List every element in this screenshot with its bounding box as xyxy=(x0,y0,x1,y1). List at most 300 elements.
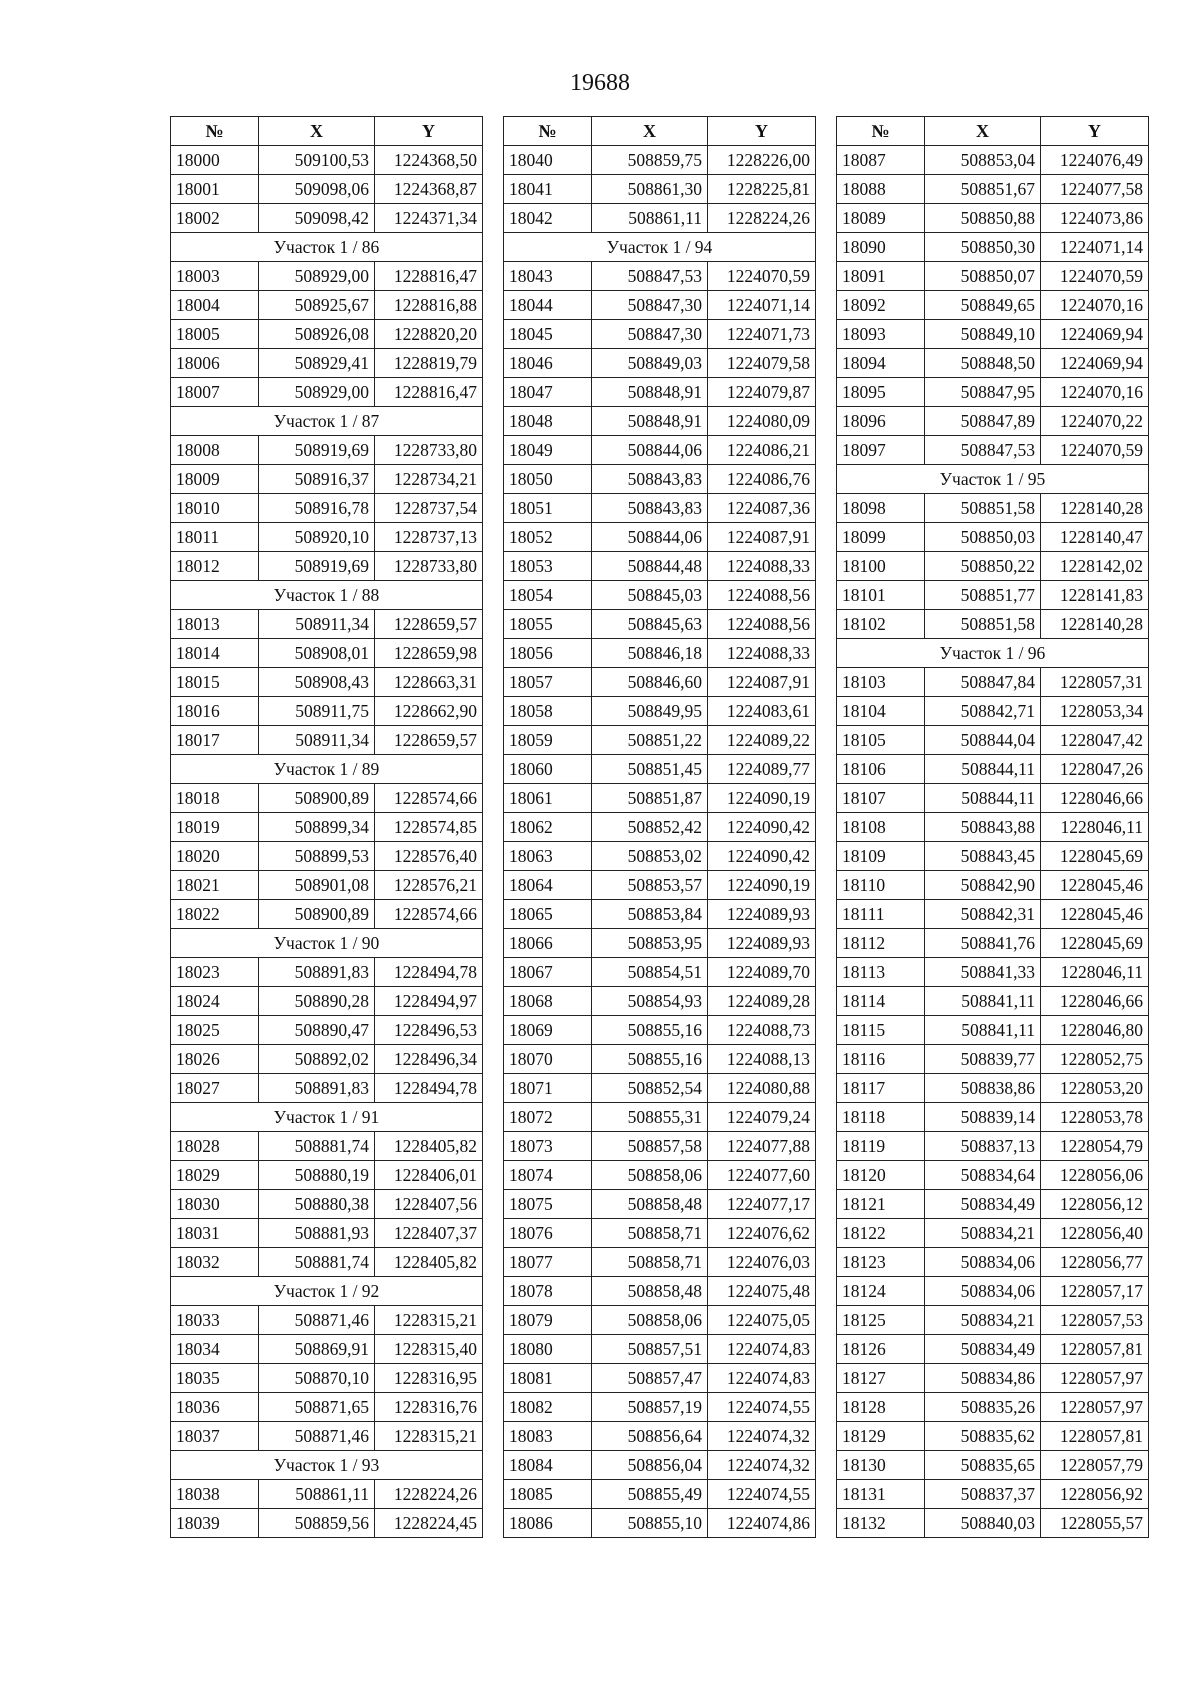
cell-number: 18084 xyxy=(504,1451,592,1480)
cell-y: 1224090,19 xyxy=(708,871,816,900)
section-title: Участок 1 / 92 xyxy=(171,1277,483,1306)
cell-x: 508871,65 xyxy=(259,1393,375,1422)
table-row xyxy=(171,320,483,349)
table-row xyxy=(504,958,816,987)
cell-x: 508850,30 xyxy=(925,233,1041,262)
header-number: № xyxy=(504,117,592,146)
cell-x: 508835,26 xyxy=(925,1393,1041,1422)
cell-number: 18067 xyxy=(504,958,592,987)
table-row xyxy=(504,1277,816,1306)
table-row xyxy=(504,1161,816,1190)
cell-x: 508858,06 xyxy=(592,1306,708,1335)
cell-number: 18063 xyxy=(504,842,592,871)
cell-y: 1228576,40 xyxy=(375,842,483,871)
cell-y: 1228052,75 xyxy=(1041,1045,1149,1074)
cell-number: 18087 xyxy=(837,146,925,175)
table-row xyxy=(171,1016,483,1045)
cell-y: 1224368,50 xyxy=(375,146,483,175)
cell-x: 508834,49 xyxy=(925,1190,1041,1219)
cell-x: 508916,78 xyxy=(259,494,375,523)
cell-number: 18005 xyxy=(171,320,259,349)
section-title: Участок 1 / 90 xyxy=(171,929,483,958)
cell-x: 508869,91 xyxy=(259,1335,375,1364)
cell-number: 18064 xyxy=(504,871,592,900)
cell-number: 18109 xyxy=(837,842,925,871)
cell-x: 508929,41 xyxy=(259,349,375,378)
cell-x: 508851,67 xyxy=(925,175,1041,204)
cell-number: 18029 xyxy=(171,1161,259,1190)
cell-number: 18052 xyxy=(504,523,592,552)
table-row xyxy=(837,842,1149,871)
cell-number: 18088 xyxy=(837,175,925,204)
cell-x: 508843,88 xyxy=(925,813,1041,842)
cell-y: 1228659,98 xyxy=(375,639,483,668)
section-title: Участок 1 / 91 xyxy=(171,1103,483,1132)
table-row xyxy=(504,726,816,755)
cell-x: 508850,22 xyxy=(925,552,1041,581)
cell-x: 508853,04 xyxy=(925,146,1041,175)
cell-x: 508855,49 xyxy=(592,1480,708,1509)
table-row xyxy=(171,1480,483,1509)
table-row xyxy=(171,1132,483,1161)
cell-x: 508891,83 xyxy=(259,1074,375,1103)
cell-number: 18080 xyxy=(504,1335,592,1364)
cell-number: 18078 xyxy=(504,1277,592,1306)
cell-y: 1224089,93 xyxy=(708,900,816,929)
table-row xyxy=(504,871,816,900)
table-row xyxy=(837,1277,1149,1306)
cell-number: 18111 xyxy=(837,900,925,929)
cell-y: 1224077,60 xyxy=(708,1161,816,1190)
cell-y: 1228737,54 xyxy=(375,494,483,523)
table-row xyxy=(504,1306,816,1335)
cell-y: 1224090,19 xyxy=(708,784,816,813)
cell-number: 18054 xyxy=(504,581,592,610)
cell-number: 18077 xyxy=(504,1248,592,1277)
table-row xyxy=(837,1422,1149,1451)
cell-number: 18075 xyxy=(504,1190,592,1219)
cell-number: 18020 xyxy=(171,842,259,871)
table-row xyxy=(171,668,483,697)
header-number: № xyxy=(837,117,925,146)
table-row xyxy=(837,1219,1149,1248)
table-row xyxy=(837,1045,1149,1074)
cell-x: 508853,95 xyxy=(592,929,708,958)
table-row xyxy=(837,1016,1149,1045)
table-row xyxy=(171,871,483,900)
cell-y: 1228047,26 xyxy=(1041,755,1149,784)
cell-x: 508841,33 xyxy=(925,958,1041,987)
table-row xyxy=(171,639,483,668)
cell-number: 18006 xyxy=(171,349,259,378)
cell-y: 1228140,28 xyxy=(1041,610,1149,639)
cell-x: 508834,21 xyxy=(925,1219,1041,1248)
cell-x: 508842,71 xyxy=(925,697,1041,726)
cell-x: 508920,10 xyxy=(259,523,375,552)
cell-y: 1228737,13 xyxy=(375,523,483,552)
cell-x: 508926,08 xyxy=(259,320,375,349)
table-row xyxy=(837,1480,1149,1509)
section-row xyxy=(504,233,816,262)
cell-x: 508843,83 xyxy=(592,494,708,523)
cell-number: 18089 xyxy=(837,204,925,233)
cell-x: 508844,06 xyxy=(592,523,708,552)
cell-x: 508856,04 xyxy=(592,1451,708,1480)
cell-y: 1228494,78 xyxy=(375,958,483,987)
cell-number: 18028 xyxy=(171,1132,259,1161)
cell-number: 18090 xyxy=(837,233,925,262)
cell-x: 508848,91 xyxy=(592,378,708,407)
cell-y: 1224076,49 xyxy=(1041,146,1149,175)
section-title: Участок 1 / 87 xyxy=(171,407,483,436)
cell-y: 1228046,11 xyxy=(1041,958,1149,987)
table-row xyxy=(837,755,1149,784)
table-row xyxy=(837,1306,1149,1335)
table-row xyxy=(171,1190,483,1219)
cell-number: 18010 xyxy=(171,494,259,523)
cell-x: 508861,11 xyxy=(259,1480,375,1509)
cell-x: 508835,65 xyxy=(925,1451,1041,1480)
cell-y: 1228659,57 xyxy=(375,726,483,755)
cell-number: 18012 xyxy=(171,552,259,581)
cell-number: 18046 xyxy=(504,349,592,378)
table-row xyxy=(837,610,1149,639)
cell-y: 1224069,94 xyxy=(1041,320,1149,349)
cell-number: 18072 xyxy=(504,1103,592,1132)
cell-number: 18098 xyxy=(837,494,925,523)
cell-y: 1228662,90 xyxy=(375,697,483,726)
section-title: Участок 1 / 93 xyxy=(171,1451,483,1480)
cell-number: 18086 xyxy=(504,1509,592,1538)
cell-number: 18009 xyxy=(171,465,259,494)
cell-y: 1224075,05 xyxy=(708,1306,816,1335)
table-row xyxy=(837,291,1149,320)
cell-x: 508919,69 xyxy=(259,552,375,581)
table-row xyxy=(171,726,483,755)
table-row xyxy=(837,697,1149,726)
cell-x: 508844,48 xyxy=(592,552,708,581)
cell-number: 18106 xyxy=(837,755,925,784)
cell-y: 1224071,14 xyxy=(1041,233,1149,262)
cell-y: 1228054,79 xyxy=(1041,1132,1149,1161)
cell-number: 18008 xyxy=(171,436,259,465)
cell-x: 508843,83 xyxy=(592,465,708,494)
cell-number: 18115 xyxy=(837,1016,925,1045)
cell-number: 18053 xyxy=(504,552,592,581)
cell-y: 1224088,33 xyxy=(708,639,816,668)
section-row xyxy=(837,639,1149,668)
cell-y: 1228226,00 xyxy=(708,146,816,175)
cell-y: 1224088,73 xyxy=(708,1016,816,1045)
cell-x: 508929,00 xyxy=(259,262,375,291)
table-row xyxy=(837,233,1149,262)
cell-x: 508871,46 xyxy=(259,1422,375,1451)
table-row xyxy=(504,929,816,958)
table-row xyxy=(837,726,1149,755)
cell-number: 18014 xyxy=(171,639,259,668)
cell-y: 1228057,81 xyxy=(1041,1335,1149,1364)
cell-x: 508854,93 xyxy=(592,987,708,1016)
cell-x: 508850,07 xyxy=(925,262,1041,291)
cell-number: 18018 xyxy=(171,784,259,813)
cell-number: 18035 xyxy=(171,1364,259,1393)
cell-y: 1228140,47 xyxy=(1041,523,1149,552)
table-row xyxy=(837,204,1149,233)
cell-x: 508851,22 xyxy=(592,726,708,755)
cell-x: 508851,58 xyxy=(925,494,1041,523)
table-row xyxy=(837,1103,1149,1132)
table-row xyxy=(504,668,816,697)
cell-x: 508855,16 xyxy=(592,1016,708,1045)
cell-x: 508881,74 xyxy=(259,1248,375,1277)
cell-number: 18108 xyxy=(837,813,925,842)
table-row xyxy=(171,523,483,552)
cell-x: 508834,49 xyxy=(925,1335,1041,1364)
cell-number: 18091 xyxy=(837,262,925,291)
table-row xyxy=(504,755,816,784)
cell-number: 18021 xyxy=(171,871,259,900)
cell-number: 18043 xyxy=(504,262,592,291)
cell-y: 1224070,22 xyxy=(1041,407,1149,436)
section-title: Участок 1 / 86 xyxy=(171,233,483,262)
cell-y: 1224371,34 xyxy=(375,204,483,233)
cell-number: 18056 xyxy=(504,639,592,668)
table-row xyxy=(171,1364,483,1393)
table-row xyxy=(504,697,816,726)
table-row xyxy=(504,465,816,494)
cell-number: 18059 xyxy=(504,726,592,755)
table-row xyxy=(171,1306,483,1335)
cell-number: 18032 xyxy=(171,1248,259,1277)
table-row xyxy=(171,784,483,813)
cell-x: 508856,64 xyxy=(592,1422,708,1451)
cell-x: 508858,48 xyxy=(592,1190,708,1219)
cell-x: 508899,53 xyxy=(259,842,375,871)
cell-number: 18093 xyxy=(837,320,925,349)
section-title: Участок 1 / 88 xyxy=(171,581,483,610)
table-row xyxy=(504,146,816,175)
cell-number: 18011 xyxy=(171,523,259,552)
cell-y: 1228057,97 xyxy=(1041,1364,1149,1393)
cell-x: 508857,58 xyxy=(592,1132,708,1161)
table-row xyxy=(504,291,816,320)
section-row xyxy=(171,929,483,958)
cell-y: 1228057,97 xyxy=(1041,1393,1149,1422)
cell-number: 18041 xyxy=(504,175,592,204)
cell-y: 1228056,77 xyxy=(1041,1248,1149,1277)
cell-number: 18128 xyxy=(837,1393,925,1422)
cell-y: 1228056,40 xyxy=(1041,1219,1149,1248)
cell-x: 508852,42 xyxy=(592,813,708,842)
cell-x: 508908,43 xyxy=(259,668,375,697)
table-row xyxy=(837,146,1149,175)
table-row xyxy=(504,813,816,842)
table-row xyxy=(504,1219,816,1248)
cell-x: 508900,89 xyxy=(259,784,375,813)
cell-number: 18030 xyxy=(171,1190,259,1219)
cell-y: 1228407,56 xyxy=(375,1190,483,1219)
cell-y: 1224089,28 xyxy=(708,987,816,1016)
page-number: 19688 xyxy=(570,70,630,96)
cell-number: 18048 xyxy=(504,407,592,436)
table-row xyxy=(504,1480,816,1509)
cell-y: 1224069,94 xyxy=(1041,349,1149,378)
cell-x: 508880,38 xyxy=(259,1190,375,1219)
cell-x: 508857,51 xyxy=(592,1335,708,1364)
cell-y: 1224080,88 xyxy=(708,1074,816,1103)
cell-y: 1228316,76 xyxy=(375,1393,483,1422)
cell-number: 18058 xyxy=(504,697,592,726)
cell-number: 18107 xyxy=(837,784,925,813)
cell-number: 18120 xyxy=(837,1161,925,1190)
table-row xyxy=(837,929,1149,958)
cell-number: 18099 xyxy=(837,523,925,552)
cell-number: 18061 xyxy=(504,784,592,813)
cell-y: 1228225,81 xyxy=(708,175,816,204)
cell-y: 1228057,31 xyxy=(1041,668,1149,697)
cell-number: 18045 xyxy=(504,320,592,349)
cell-y: 1224087,36 xyxy=(708,494,816,523)
cell-x: 508892,02 xyxy=(259,1045,375,1074)
cell-x: 508853,02 xyxy=(592,842,708,871)
table-row xyxy=(504,320,816,349)
cell-x: 508847,30 xyxy=(592,320,708,349)
cell-x: 508849,65 xyxy=(925,291,1041,320)
cell-y: 1224071,73 xyxy=(708,320,816,349)
cell-x: 508858,48 xyxy=(592,1277,708,1306)
cell-x: 508839,14 xyxy=(925,1103,1041,1132)
cell-x: 508881,93 xyxy=(259,1219,375,1248)
cell-number: 18102 xyxy=(837,610,925,639)
cell-y: 1228056,12 xyxy=(1041,1190,1149,1219)
cell-number: 18079 xyxy=(504,1306,592,1335)
cell-y: 1228315,40 xyxy=(375,1335,483,1364)
cell-number: 18131 xyxy=(837,1480,925,1509)
table-row xyxy=(837,320,1149,349)
table-row xyxy=(504,842,816,871)
cell-y: 1228142,02 xyxy=(1041,552,1149,581)
cell-y: 1224088,33 xyxy=(708,552,816,581)
cell-x: 508842,31 xyxy=(925,900,1041,929)
table-row xyxy=(837,1335,1149,1364)
cell-y: 1228045,69 xyxy=(1041,842,1149,871)
cell-y: 1224368,87 xyxy=(375,175,483,204)
coordinates-table-1 xyxy=(170,116,483,1538)
cell-x: 508849,95 xyxy=(592,697,708,726)
cell-number: 18017 xyxy=(171,726,259,755)
cell-x: 508880,19 xyxy=(259,1161,375,1190)
cell-x: 508837,37 xyxy=(925,1480,1041,1509)
table-row xyxy=(504,1103,816,1132)
cell-number: 18130 xyxy=(837,1451,925,1480)
section-row xyxy=(171,581,483,610)
cell-number: 18119 xyxy=(837,1132,925,1161)
cell-x: 508834,86 xyxy=(925,1364,1041,1393)
table-row xyxy=(837,262,1149,291)
cell-number: 18000 xyxy=(171,146,259,175)
table-row xyxy=(171,1045,483,1074)
cell-number: 18112 xyxy=(837,929,925,958)
cell-number: 18060 xyxy=(504,755,592,784)
table-row xyxy=(504,900,816,929)
table-row xyxy=(837,436,1149,465)
cell-y: 1224074,32 xyxy=(708,1422,816,1451)
cell-number: 18129 xyxy=(837,1422,925,1451)
cell-number: 18057 xyxy=(504,668,592,697)
cell-y: 1228496,34 xyxy=(375,1045,483,1074)
cell-x: 508849,10 xyxy=(925,320,1041,349)
cell-x: 508858,71 xyxy=(592,1219,708,1248)
table-row xyxy=(504,523,816,552)
cell-y: 1224087,91 xyxy=(708,668,816,697)
cell-y: 1228056,06 xyxy=(1041,1161,1149,1190)
cell-x: 508834,21 xyxy=(925,1306,1041,1335)
cell-number: 18085 xyxy=(504,1480,592,1509)
cell-x: 508850,88 xyxy=(925,204,1041,233)
cell-x: 508908,01 xyxy=(259,639,375,668)
cell-x: 508911,34 xyxy=(259,726,375,755)
cell-number: 18110 xyxy=(837,871,925,900)
section-row xyxy=(837,465,1149,494)
table-row xyxy=(504,610,816,639)
cell-number: 18034 xyxy=(171,1335,259,1364)
cell-x: 508861,11 xyxy=(592,204,708,233)
cell-x: 508858,71 xyxy=(592,1248,708,1277)
section-row xyxy=(171,407,483,436)
section-row xyxy=(171,1451,483,1480)
table-row xyxy=(171,262,483,291)
table-row xyxy=(171,1219,483,1248)
table-row xyxy=(837,1509,1149,1538)
cell-number: 18071 xyxy=(504,1074,592,1103)
cell-number: 18105 xyxy=(837,726,925,755)
cell-number: 18132 xyxy=(837,1509,925,1538)
cell-y: 1224088,56 xyxy=(708,581,816,610)
table-row xyxy=(837,407,1149,436)
header-number: № xyxy=(171,117,259,146)
cell-x: 508851,45 xyxy=(592,755,708,784)
cell-x: 508891,83 xyxy=(259,958,375,987)
cell-number: 18127 xyxy=(837,1364,925,1393)
cell-number: 18114 xyxy=(837,987,925,1016)
cell-x: 508855,31 xyxy=(592,1103,708,1132)
cell-y: 1228045,46 xyxy=(1041,871,1149,900)
cell-y: 1228494,97 xyxy=(375,987,483,1016)
cell-x: 509098,06 xyxy=(259,175,375,204)
cell-x: 508890,47 xyxy=(259,1016,375,1045)
table-row xyxy=(171,378,483,407)
cell-number: 18068 xyxy=(504,987,592,1016)
cell-x: 508834,06 xyxy=(925,1248,1041,1277)
header-y: Y xyxy=(708,117,816,146)
cell-y: 1228057,81 xyxy=(1041,1422,1149,1451)
table-row xyxy=(837,1248,1149,1277)
cell-x: 508840,03 xyxy=(925,1509,1041,1538)
cell-x: 508855,16 xyxy=(592,1045,708,1074)
cell-x: 508847,84 xyxy=(925,668,1041,697)
table-row xyxy=(504,262,816,291)
cell-number: 18022 xyxy=(171,900,259,929)
cell-number: 18023 xyxy=(171,958,259,987)
table-row xyxy=(504,407,816,436)
cell-x: 508847,95 xyxy=(925,378,1041,407)
table-row xyxy=(504,1422,816,1451)
section-row xyxy=(171,1103,483,1132)
table-row xyxy=(171,1161,483,1190)
cell-x: 508911,34 xyxy=(259,610,375,639)
table-row xyxy=(837,1451,1149,1480)
cell-x: 508919,69 xyxy=(259,436,375,465)
